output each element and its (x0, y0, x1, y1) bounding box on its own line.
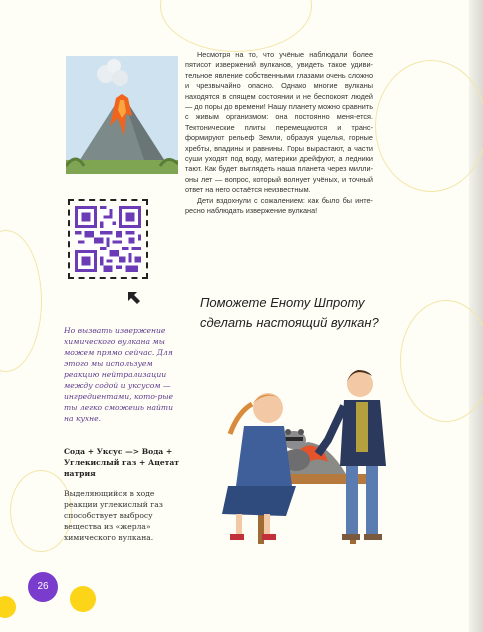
decor-outline (10, 470, 72, 552)
decor-outline (160, 0, 312, 52)
qr-code-icon[interactable] (75, 206, 141, 272)
question-heading: Поможете Еноту Шпроту сделать настоящий вулкан? (200, 295, 379, 330)
decor-outline (375, 60, 483, 192)
qr-code-frame[interactable] (68, 199, 148, 279)
main-text-block (185, 50, 373, 217)
arrow-up-left-icon (126, 290, 142, 306)
page-number: 26 (28, 572, 58, 602)
yellow-dot (0, 596, 16, 618)
decor-outline (0, 230, 42, 372)
volcano-picture (66, 56, 178, 174)
yellow-dot (70, 586, 96, 612)
purple-note: Но вызвать извержение химического вулкана мы можем прямо сейчас. Для этого мы используем реакцию нейтрализации между содой и уксусом — ингредиентами, кото-рые ты легко сможешь найти на кухне. (64, 326, 174, 423)
main-paragraph-1: Несмотря на то, что учёные наблюдали более пятисот извержений вулканов, увидеть такое удиви-тельное явление собственными глазами очень сложно и чрезвычайно опасно. Однако многие вулканы находятся в спящем состоянии и не беспокоят людей — до поры до времени! Нашу планету можно сравнить с живым организмом: она постоянно меня-ется. Тектонические плиты перемещаются и транс-формируют рельеф Земли, образуя ущелья, горные хребты, впадины и равнины. Горы вырастают, а части суши уходят под воду, материки дрейфуют, а ледники тают. Как будет выглядеть наша планета через милли-оны лет — вопрос, который волнует учёных, и точный ответ на него остаётся неизвестным. (185, 50, 373, 195)
children-raccoon-illustration (178, 356, 428, 556)
reaction-formula: Сода + Уксус —> Вода + Углекислый газ + Ацетат натрия (64, 447, 180, 478)
main-paragraph-2: Дети вздохнули с сожалением: как было бы инте-ресно наблюдать извержение вулкана! (185, 195, 373, 216)
side-note: Выделяющийся в ходе реакции углекислый газ способствует выбросу вещества из «жерла» химического вулкана. (64, 489, 163, 542)
